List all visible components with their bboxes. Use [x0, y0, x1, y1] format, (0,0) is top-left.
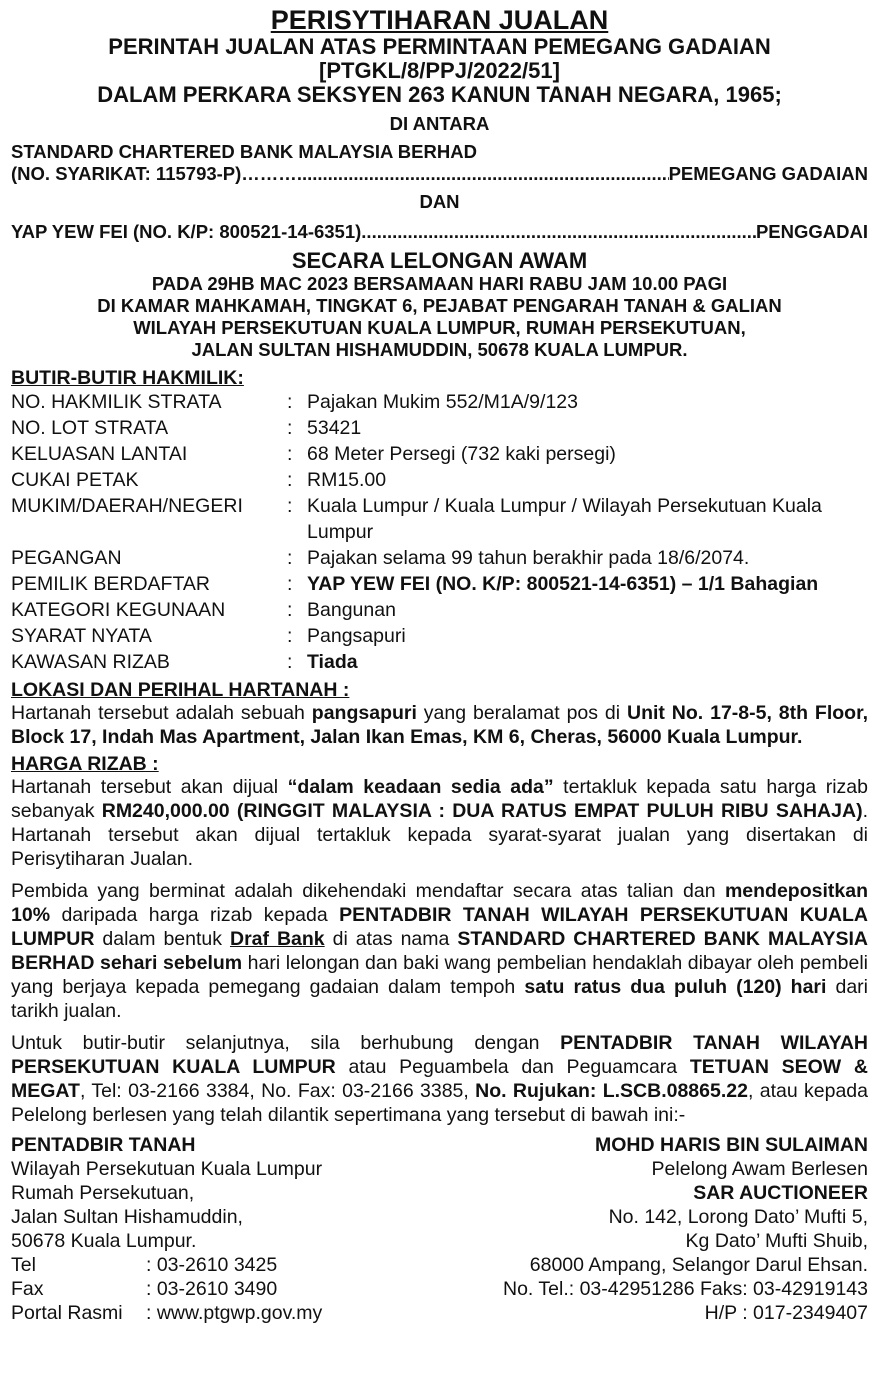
- detail-value: Pangsapuri: [307, 625, 406, 647]
- auctioneer-role: Pelelong Awam Berlesen: [651, 1158, 868, 1180]
- reserve-price-heading: HARGA RIZAB :: [11, 753, 159, 775]
- detail-key: NO. HAKMILIK STRATA: [11, 391, 222, 413]
- address-line: Jalan Sultan Hishamuddin,: [11, 1206, 243, 1228]
- text: tertakluk kepada satu harga rizab sebanyak: [11, 776, 868, 822]
- text: Hartanah tersebut adalah sebuah: [11, 702, 312, 724]
- detail-row: [11, 467, 868, 493]
- colon-separator: :: [287, 599, 293, 621]
- address-line: Wilayah Persekutuan Kuala Lumpur: [11, 1158, 323, 1180]
- detail-row: [11, 623, 868, 649]
- tel-label: Tel: [11, 1254, 36, 1276]
- condition-text: “dalam keadaan sedia ada”: [287, 776, 554, 798]
- text: , Tel: 03-2166 3384, No. Fax: 03-2166 3385,: [79, 1080, 476, 1102]
- detail-row: [11, 415, 868, 441]
- deposit-paragraph: [11, 879, 868, 1023]
- contacts-footer: [11, 1133, 868, 1325]
- auction-venue-3: JALAN SULTAN HISHAMUDDIN, 50678 KUALA LUMPUR.: [191, 339, 688, 360]
- chargor-role: PENGGADAI: [755, 221, 868, 242]
- detail-value: Kuala Lumpur / Kuala Lumpur / Wilayah Persekutuan Kuala Lumpur: [307, 495, 822, 543]
- portal-row: [11, 1301, 431, 1325]
- detail-row: [11, 597, 868, 623]
- text: dalam bentuk: [94, 928, 230, 950]
- text: dari tarikh jualan.: [11, 976, 869, 1022]
- and-label: DAN: [419, 191, 460, 212]
- address-line: 50678 Kuala Lumpur.: [11, 1230, 197, 1252]
- colon-separator: :: [287, 469, 293, 491]
- detail-value: Pajakan selama 99 tahun berakhir pada 18/6/2074.: [307, 547, 750, 569]
- bank-name: STANDARD CHARTERED BANK MALAYSIA BERHAD sehari sebelum: [11, 928, 868, 974]
- colon-separator: :: [287, 651, 293, 673]
- detail-key: CUKAI PETAK: [11, 469, 139, 491]
- land-administrator: PENTADBIR TANAH WILAYAH PERSEKUTUAN KUALA LUMPUR: [11, 904, 868, 950]
- detail-row: [11, 389, 868, 415]
- detail-key: NO. LOT STRATA: [11, 417, 169, 439]
- detail-row: [11, 649, 868, 675]
- detail-key: MUKIM/DAERAH/NEGERI: [11, 495, 243, 517]
- detail-value: 53421: [307, 417, 362, 439]
- auction-venue-1: DI KAMAR MAHKAMAH, TINGKAT 6, PEJABAT PENGARAH TANAH & GALIAN: [97, 295, 782, 316]
- phone-line: No. Tel.: 03-42951286 Faks: 03-42919143: [503, 1278, 868, 1300]
- detail-key: SYARAT NYATA: [11, 625, 152, 647]
- auction-venue-2: WILAYAH PERSEKUTUAN KUALA LUMPUR, RUMAH PERSEKUTUAN,: [133, 317, 746, 338]
- deposit-text: mendepositkan 10%: [11, 880, 868, 926]
- bank-draft-text: Draf Bank: [229, 928, 325, 950]
- text: daripada harga rizab kepada: [50, 904, 340, 926]
- land-administrator: PENTADBIR TANAH WILAYAH PERSEKUTUAN KUALA LUMPUR: [11, 1032, 868, 1078]
- colon-separator: :: [287, 391, 293, 413]
- detail-key: PEMILIK BERDAFTAR: [11, 573, 211, 595]
- detail-key: KELUASAN LANTAI: [11, 443, 188, 465]
- solicitor-name: TETUAN SEOW & MEGAT: [11, 1056, 868, 1102]
- colon-separator: :: [287, 573, 293, 595]
- reserve-paragraph: [11, 775, 868, 871]
- dot-leader: [297, 163, 669, 185]
- text: Hartanah tersebut akan dijual: [11, 776, 288, 798]
- chargee-name: STANDARD CHARTERED BANK MALAYSIA BERHAD: [11, 141, 477, 162]
- reserve-price: RM240,000.00 (RINGGIT MALAYSIA : DUA RATUS EMPAT PULUH RIBU SAHAJA): [101, 800, 863, 822]
- tel-value: : 03-2610 3425: [146, 1254, 278, 1276]
- land-office-heading: PENTADBIR TANAH: [11, 1134, 196, 1156]
- fax-value: : 03-2610 3490: [146, 1278, 278, 1300]
- address-line: No. 142, Lorong Dato’ Mufti 5,: [608, 1206, 868, 1228]
- detail-value: Tiada: [307, 651, 358, 673]
- detail-row: [11, 441, 868, 467]
- colon-separator: :: [287, 547, 293, 569]
- text: hari lelongan dan baki wang pembelian hendaklah dibayar oleh pembeli yang berjaya kepada pemegang gadaian dalam tempoh: [11, 952, 868, 998]
- detail-key: PEGANGAN: [11, 547, 122, 569]
- tel-row: [11, 1253, 431, 1277]
- location-heading: LOKASI DAN PERIHAL HARTANAH :: [11, 679, 350, 701]
- detail-row: [11, 493, 868, 545]
- dot-leader: [361, 221, 756, 243]
- property-address: Unit No. 17-8-5, 8th Floor, Block 17, Indah Mas Apartment, Jalan Ikan Emas, KM 6, Cheras, 56000 Kuala Lumpur.: [11, 702, 869, 748]
- property-type: pangsapuri: [311, 702, 417, 724]
- reference-number: [PTGKL/8/PPJ/2022/51]: [319, 58, 560, 83]
- notice-title: PERISYTIHARAN JUALAN: [270, 5, 609, 35]
- detail-row: [11, 571, 868, 597]
- detail-value: 68 Meter Persegi (732 kaki persegi): [307, 443, 616, 465]
- detail-row: [11, 545, 868, 571]
- statute-subtitle: DALAM PERKARA SEKSYEN 263 KANUN TANAH NEGARA, 1965;: [97, 82, 782, 107]
- detail-key: KAWASAN RIZAB: [11, 651, 170, 673]
- text: atau Peguambela dan Peguamcara: [335, 1056, 690, 1078]
- title-details-heading: BUTIR-BUTIR HAKMILIK:: [11, 367, 244, 389]
- colon-separator: :: [287, 625, 293, 647]
- colon-separator: :: [287, 495, 293, 517]
- payment-period: satu ratus dua puluh (120) hari: [524, 976, 827, 998]
- chargee-role: PEMEGANG GADAIAN: [668, 163, 868, 184]
- address-line: Kg Dato’ Mufti Shuib,: [685, 1230, 868, 1252]
- auctioneer-name: MOHD HARIS BIN SULAIMAN: [595, 1134, 868, 1156]
- text: Pembida yang berminat adalah dikehendaki mendaftar secara atas talian dan: [11, 880, 725, 902]
- reference-no: No. Rujukan: L.SCB.08865.22: [475, 1080, 748, 1102]
- detail-value: RM15.00: [307, 469, 387, 491]
- location-paragraph: [11, 701, 868, 749]
- auction-heading: SECARA LELONGAN AWAM: [291, 248, 588, 273]
- title-details-table: [11, 389, 868, 675]
- land-office-contact: [11, 1133, 431, 1325]
- auctioneer-company: SAR AUCTIONEER: [693, 1182, 868, 1204]
- detail-key: KATEGORI KEGUNAAN: [11, 599, 226, 621]
- chargee-line: [11, 163, 868, 185]
- chargee-reg: (NO. SYARIKAT: 115793-P)………: [11, 163, 297, 184]
- text: . Hartanah tersebut akan dijual tertakluk kepada syarat-syarat jualan yang disertakan di Perisytiharan Jualan.: [11, 800, 868, 870]
- text: , atau kepada Pelelong berlesen yang telah dilantik sepertimana yang tersebut di bawah ini:-: [11, 1080, 868, 1126]
- mobile-line: H/P : 017-2349407: [704, 1302, 868, 1324]
- between-label: DI ANTARA: [389, 113, 490, 134]
- portal-label: Portal Rasmi: [11, 1302, 123, 1324]
- detail-value: Bangunan: [307, 599, 396, 621]
- address-line: 68000 Ampang, Selangor Darul Ehsan.: [529, 1254, 868, 1276]
- text: yang beralamat pos di: [416, 702, 627, 724]
- detail-value: YAP YEW FEI (NO. K/P: 800521-14-6351) – 1/1 Bahagian: [307, 573, 819, 595]
- chargor-name: YAP YEW FEI (NO. K/P: 800521-14-6351): [11, 221, 362, 242]
- portal-value: : www.ptgwp.gov.my: [146, 1302, 323, 1324]
- auction-date: PADA 29HB MAC 2023 BERSAMAAN HARI RABU JAM 10.00 PAGI: [151, 273, 728, 294]
- auctioneer-contact: [503, 1133, 868, 1325]
- address-line: Rumah Persekutuan,: [11, 1182, 195, 1204]
- detail-value: Pajakan Mukim 552/M1A/9/123: [307, 391, 578, 413]
- text: di atas nama: [324, 928, 458, 950]
- colon-separator: :: [287, 443, 293, 465]
- colon-separator: :: [287, 417, 293, 439]
- fax-label: Fax: [11, 1278, 44, 1300]
- text: Untuk butir-butir selanjutnya, sila berhubung dengan: [11, 1032, 561, 1054]
- chargor-line: [11, 221, 868, 243]
- fax-row: [11, 1277, 431, 1301]
- order-subtitle: PERINTAH JUALAN ATAS PERMINTAAN PEMEGANG GADAIAN: [108, 34, 771, 59]
- contact-paragraph: [11, 1031, 868, 1127]
